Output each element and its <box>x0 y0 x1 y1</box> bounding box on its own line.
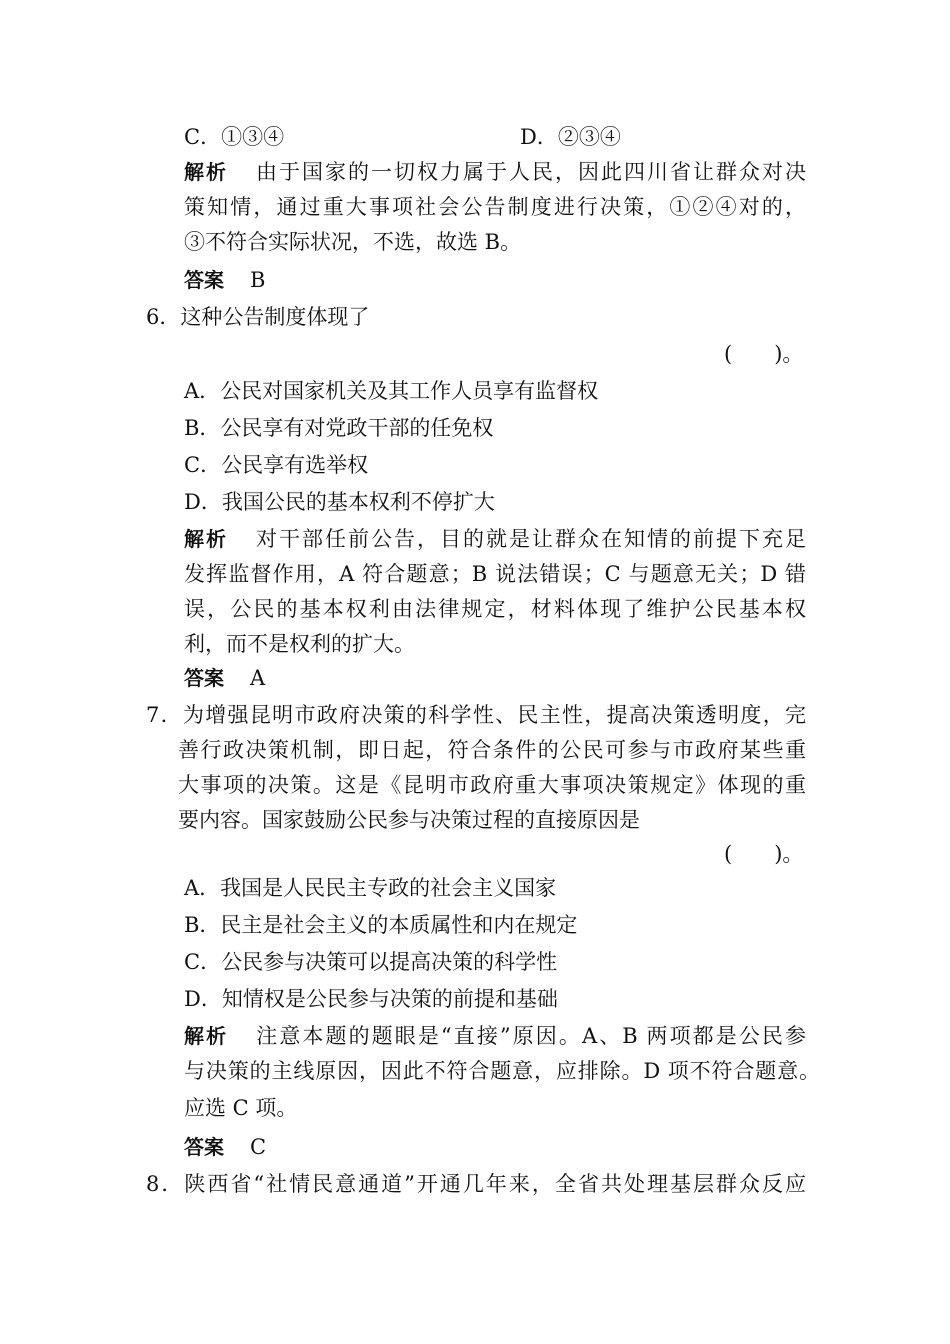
q5-analysis-label: 解析 <box>184 160 228 184</box>
q7-stem-line-3: 大事项的决策。这是《昆明市政府重大事项决策规定》体现的重 <box>178 773 806 797</box>
q7-option-a: A．我国是人民民主专政的社会主义国家 <box>184 876 557 900</box>
q7-answer-label: 答案 <box>184 1135 224 1159</box>
q5-option-d: D．②③④ <box>520 125 621 149</box>
q6-analysis-line-4: 利，而不是权利的扩大。 <box>184 632 415 656</box>
q7-analysis-line-1: 解析 注意本题的题眼是“直接”原因。A、B 两项都是公民参 <box>184 1024 806 1048</box>
q5-option-c: C．①③④ <box>184 125 285 149</box>
q7-option-c: C．公民参与决策可以提高决策的科学性 <box>184 950 558 974</box>
q6-analysis-line-3: 误，公民的基本权利由法律规定，材料体现了维护公民基本权 <box>184 597 806 621</box>
q5-answer-label: 答案 <box>184 268 224 292</box>
q7-option-d: D．知情权是公民参与决策的前提和基础 <box>184 987 558 1011</box>
q6-option-b: B．公民享有对党政干部的任免权 <box>184 416 494 440</box>
q6-option-a: A．公民对国家机关及其工作人员享有监督权 <box>184 379 599 403</box>
q6-answer <box>184 663 265 693</box>
q6-answer-value: A <box>250 666 266 690</box>
q6-analysis-label: 解析 <box>184 527 228 551</box>
q7-analysis-line-2: 与决策的主线原因，因此不符合题意，应排除。D 项不符合题意。 <box>184 1059 820 1083</box>
q7-answer-paren: ( )。 <box>724 842 804 866</box>
q6-option-c: C．公民享有选举权 <box>184 453 369 477</box>
q7-analysis-label: 解析 <box>184 1024 229 1048</box>
q7-analysis-line-3: 应选 C 项。 <box>184 1096 298 1120</box>
q5-analysis-line-1: 解析 由于国家的一切权力属于人民，因此四川省让群众对决 <box>184 160 806 184</box>
q7-option-b: B．民主是社会主义的本质属性和内在规定 <box>184 913 578 937</box>
q5-answer-value: B <box>250 268 266 292</box>
q5-answer <box>184 265 265 295</box>
q8-stem: 8．陕西省“社情民意通道”开通几年来，全省共处理基层群众反应 <box>146 1172 806 1196</box>
q6-option-d: D．我国公民的基本权利不停扩大 <box>184 490 495 514</box>
q6-stem: 6．这种公告制度体现了 <box>146 305 370 329</box>
q7-answer-value: C <box>250 1135 267 1159</box>
q7-answer <box>184 1132 266 1162</box>
q7-stem-line-4: 要内容。国家鼓励公民参与决策过程的直接原因是 <box>178 808 640 832</box>
q5-analysis-line-3: ③不符合实际状况，不选，故选 B。 <box>184 230 522 254</box>
q6-answer-paren: ( )。 <box>724 342 804 366</box>
q7-stem-line-2: 善行政决策机制，即日起，符合条件的公民可参与市政府某些重 <box>178 738 806 762</box>
q6-answer-label: 答案 <box>184 666 224 690</box>
q6-analysis-line-2: 发挥监督作用，A 符合题意；B 说法错误；C 与题意无关；D 错 <box>184 562 806 586</box>
q7-stem-line-1: 7．为增强昆明市政府决策的科学性、民主性，提高决策透明度，完 <box>146 703 806 727</box>
q5-analysis-line-2: 策知情，通过重大事项社会公告制度进行决策，①②④对的， <box>184 195 806 219</box>
q6-analysis-line-1: 解析 对干部任前公告，目的就是让群众在知情的前提下充足 <box>184 527 806 551</box>
